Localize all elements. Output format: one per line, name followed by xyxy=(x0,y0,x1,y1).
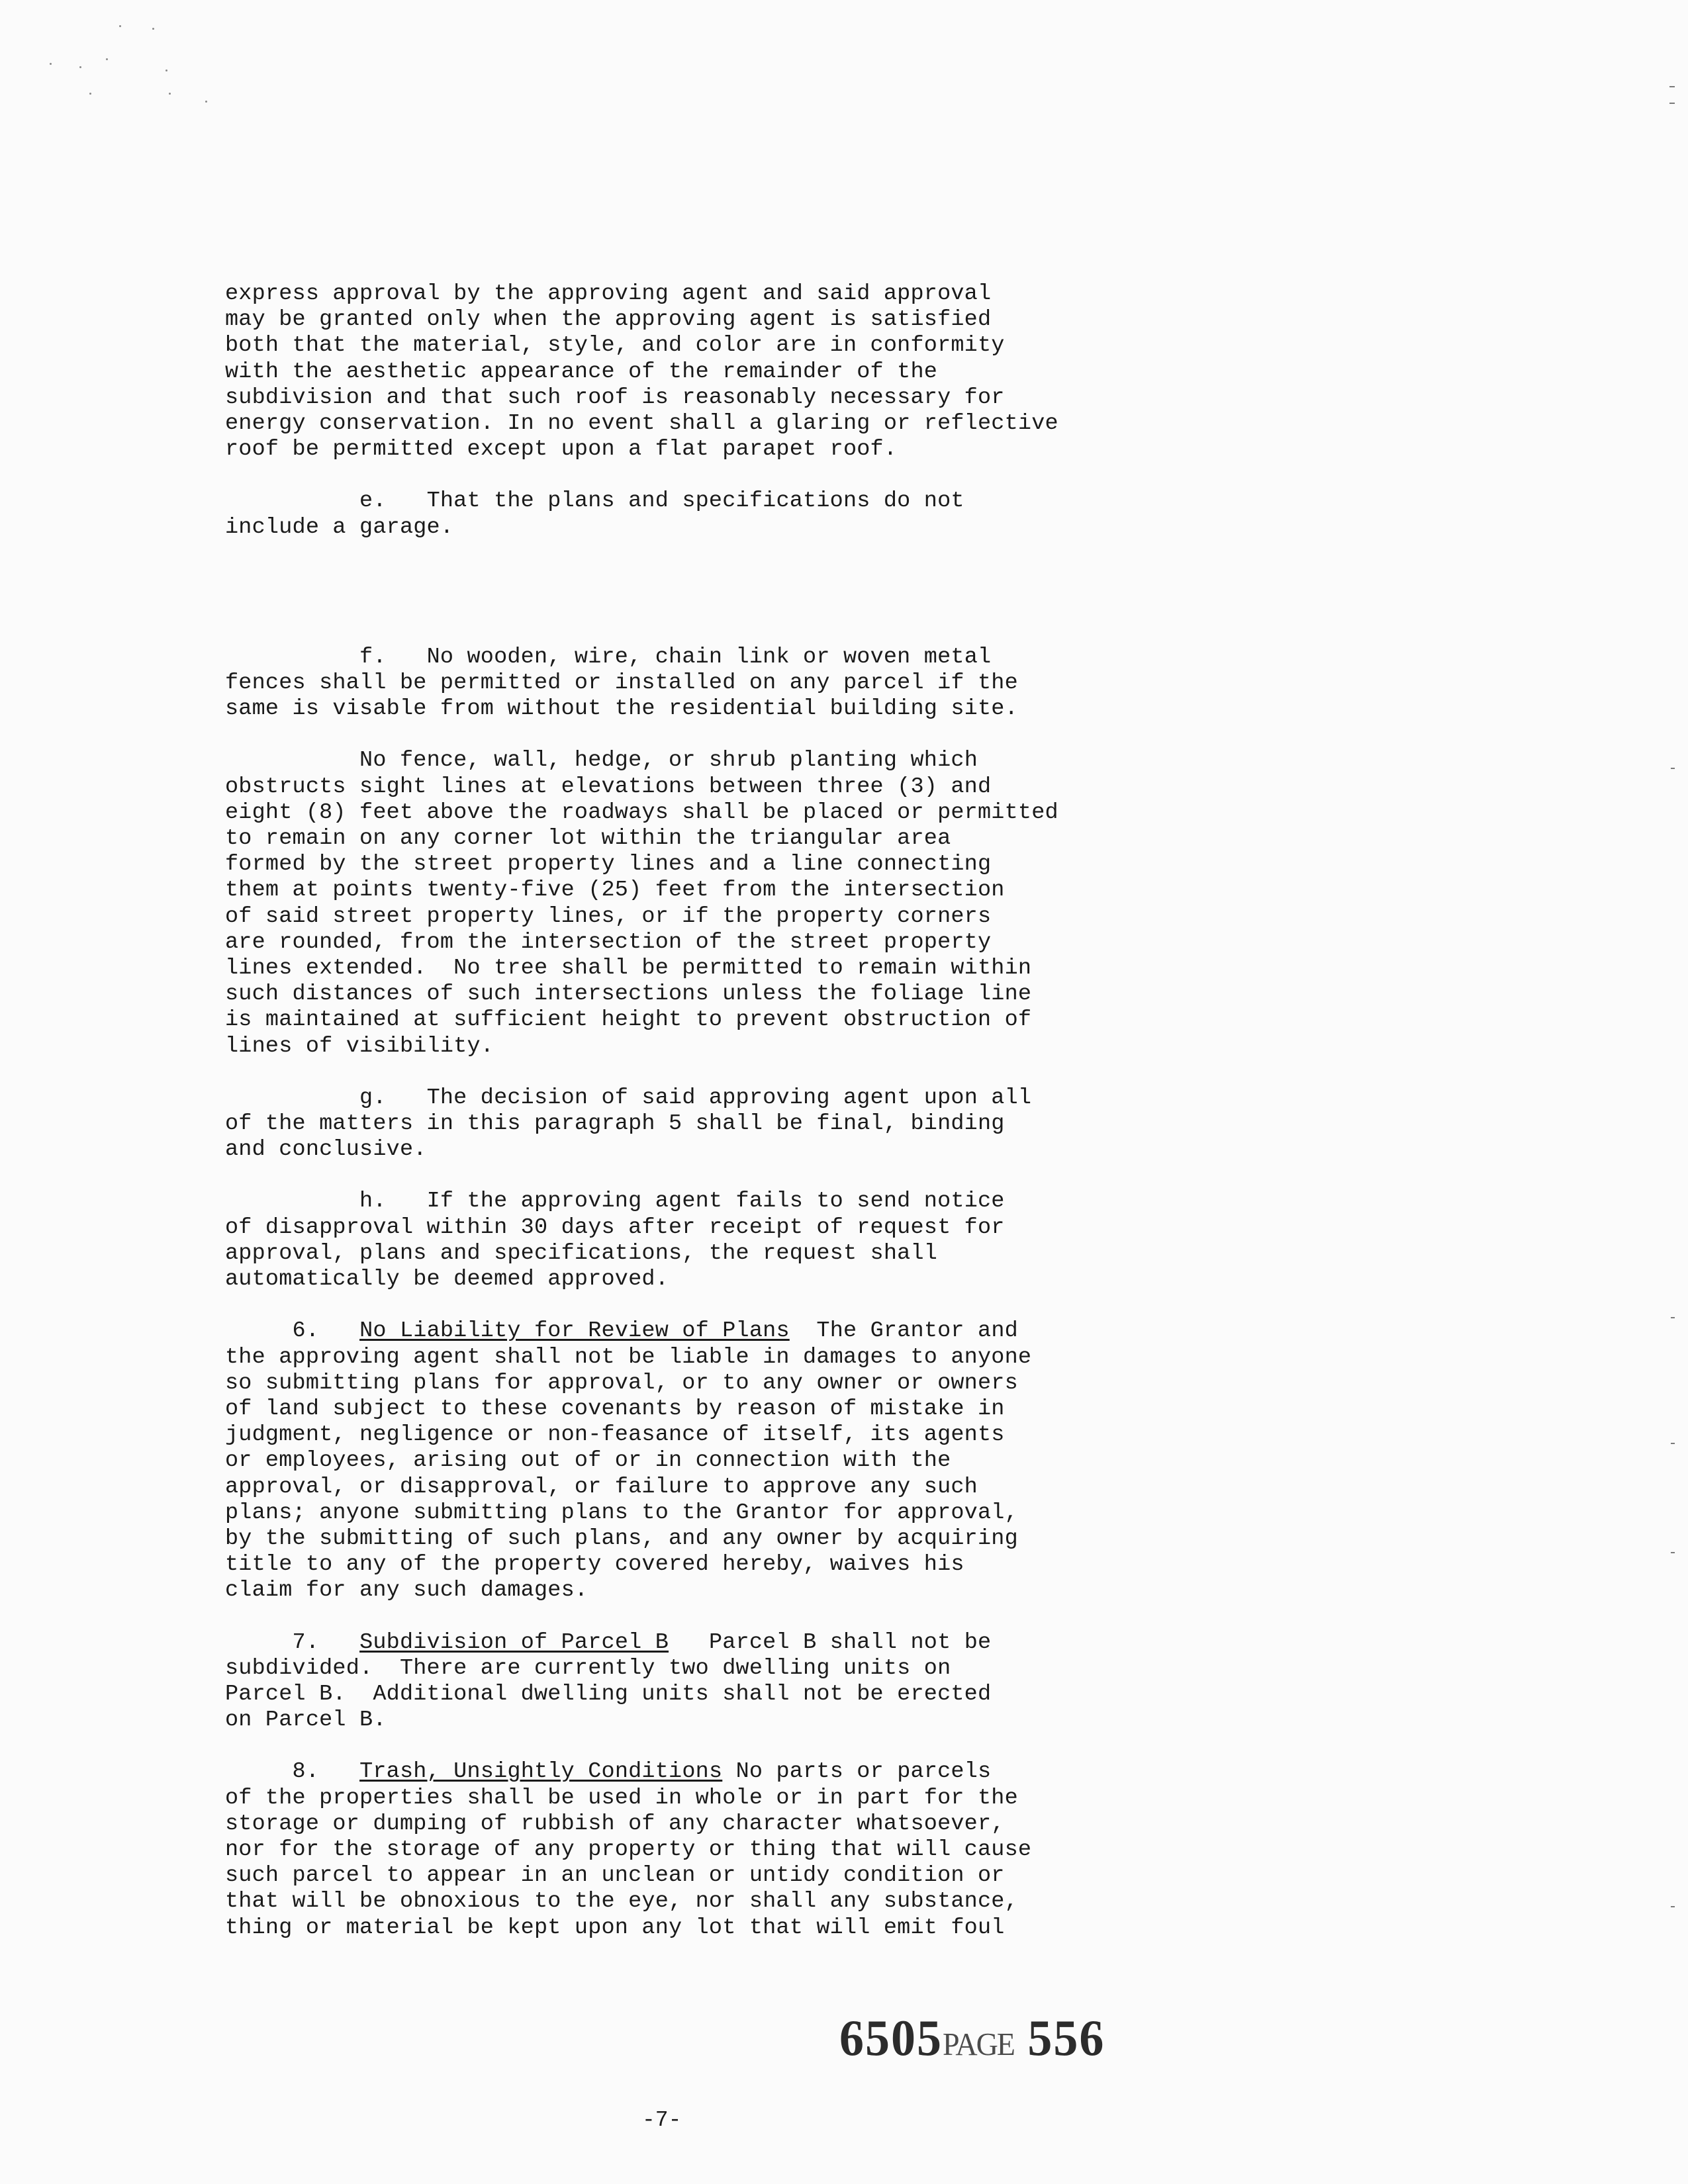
scan-edge-mark xyxy=(1671,1906,1675,1907)
blank-gap xyxy=(225,567,1192,645)
stamp-page-label: PAGE xyxy=(943,2026,1014,2062)
section-7 xyxy=(225,1630,1192,1734)
scan-speck xyxy=(79,66,81,68)
scan-speck xyxy=(106,58,108,60)
paragraph-fence-restriction: No fence, wall, hedge, or shrub planting which obstructs sight lines at elevations between three (3) and eight (8) feet above the roadways shall be placed or permitted to remain on any corner lot within the triangular area formed by the street property lines and a line connecting them at points twenty-five (25) feet from the intersection of said street property lines, or if the property corners are rounded, from the intersection of the street property lines extended. No tree shall be permitted to remain within such distances of such intersections unless the foliage line is maintained at sufficient height to prevent obstruction of lines of visibility. xyxy=(225,748,1058,1059)
paragraph-f: f. No wooden, wire, chain link or woven metal fences shall be permitted or installed on any parcel if the same is visable from without the residential building site. xyxy=(225,644,1018,722)
section-6-number: 6. xyxy=(225,1318,360,1344)
section-7-number: 7. xyxy=(225,1629,360,1655)
section-8-heading: Trash, Unsightly Conditions xyxy=(359,1759,723,1785)
section-7-body: Parcel B shall not be subdivided. There are currently two dwelling units on Parcel B. Additional dwelling units shall not be erected on Parcel B. xyxy=(225,1629,992,1733)
scan-edge-mark xyxy=(1671,1552,1675,1553)
paragraph-g: g. The decision of said approving agent upon all of the matters in this paragraph 5 shall be final, binding and conclusive. xyxy=(225,1085,1032,1163)
paragraph-h: h. If the approving agent fails to send notice of disapproval within 30 days after receipt of request for approval, plans and specifications, the request shall automatically be deemed approved. xyxy=(225,1189,1005,1293)
page-number: -7- xyxy=(642,2108,682,2132)
scan-edge-mark xyxy=(1669,103,1675,104)
paragraph-e: e. That the plans and specifications do not include a garage. xyxy=(225,488,964,540)
section-6-heading: No Liability for Review of Plans xyxy=(359,1318,790,1344)
section-8-number: 8. xyxy=(225,1759,360,1785)
scan-speck xyxy=(165,69,167,71)
paragraph-continuation: express approval by the approving agent and said approval may be granted only when the approving agent is satisfied both that the material, style, and color are in conformity with the aesthetic appearance of the remainder of the subdivision and that such roof is reasonably necessary for energy conservation. In no event shall a glaring or reflective roof be permitted except upon a flat parapet roof. xyxy=(225,281,1058,463)
scan-speck xyxy=(119,25,121,27)
scan-speck xyxy=(89,93,91,95)
stamp-book-number: 6505 xyxy=(839,2009,943,2068)
scan-edge-mark xyxy=(1669,86,1675,87)
scan-edge-mark xyxy=(1671,768,1675,769)
section-6 xyxy=(225,1318,1192,1604)
section-6-body: The Grantor and the approving agent shall not be liable in damages to anyone so submitting plans for approval, or to any owner or owners of land subject to these covenants by reason of mistake in judgment, negligence or non-feasance of itself, its agents or employees, arising out of or in connection with the approval, or disapproval, or failure to approve any such plans; anyone submitting plans to the Grantor for approval, by the submitting of such plans, and any owner by acquiring title to any of the property covered hereby, waives his claim for any such damages. xyxy=(225,1318,1032,1604)
section-7-heading: Subdivision of Parcel B xyxy=(359,1629,669,1655)
stamp-page-number: 556 xyxy=(1027,2009,1105,2068)
scan-speck xyxy=(205,101,207,103)
scan-speck xyxy=(169,93,171,95)
document-body xyxy=(225,281,1192,1967)
section-8-body: No parts or parcels of the properties shall be used in whole or in part for the storage or dumping of rubbish of any character whatsoever, nor for the storage of any property or thing that will cause such parcel to appear in an unclean or untidy condition or that will be obnoxious to the eye, nor shall any substance, thing or material be kept upon any lot that will emit foul xyxy=(225,1759,1032,1940)
scan-speck xyxy=(152,28,154,30)
scan-edge-mark xyxy=(1671,1443,1675,1444)
section-8 xyxy=(225,1759,1192,1940)
scan-speck xyxy=(50,63,52,65)
scan-edge-mark xyxy=(1671,1317,1675,1318)
book-page-stamp xyxy=(839,2009,1105,2068)
